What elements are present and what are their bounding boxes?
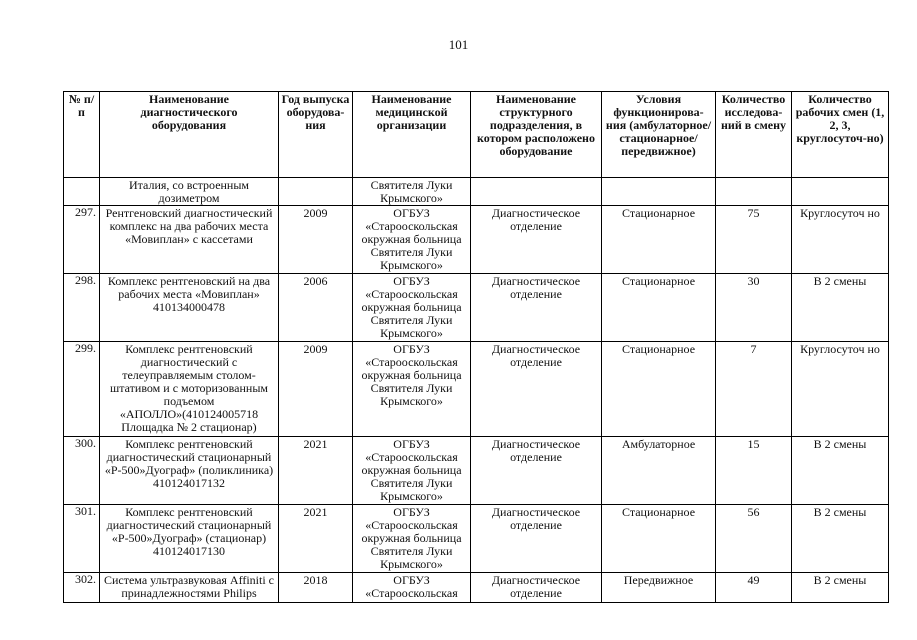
cell-equipment: Система ультразвуковая Affiniti с принадлежностями Philips: [100, 573, 279, 603]
cell-num: [64, 178, 100, 206]
cell-equipment: Комплекс рентгеновский диагностический стационарный «Р-500»Дуограф» (стационар) 410124017130: [100, 505, 279, 573]
cell-organization: ОГБУЗ «Старооскольская окружная больница Святителя Луки Крымского»: [353, 206, 471, 274]
table-row: [64, 342, 889, 437]
cell-organization: ОГБУЗ «Старооскольская окружная больница Святителя Луки Крымского»: [353, 505, 471, 573]
cell-department: Диагностическое отделение: [471, 437, 602, 505]
cell-studies: 15: [716, 437, 792, 505]
cell-organization: ОГБУЗ «Старооскольская окружная больница Святителя Луки Крымского»: [353, 274, 471, 342]
cell-equipment: Рентгеновский диагностический комплекс на два рабочих места «Мовиплан» с кассетами: [100, 206, 279, 274]
cell-department: Диагностическое отделение: [471, 505, 602, 573]
cell-organization: ОГБУЗ «Старооскольская: [353, 573, 471, 603]
table-row: [64, 274, 889, 342]
table-row: [64, 573, 889, 603]
header-equipment: Наименование диагностического оборудования: [100, 92, 279, 178]
cell-department: [471, 178, 602, 206]
cell-conditions: [602, 178, 716, 206]
cell-shifts: [792, 178, 889, 206]
cell-studies: 30: [716, 274, 792, 342]
cell-num: 302.: [64, 573, 100, 603]
cell-year: 2009: [279, 206, 353, 274]
cell-year: 2018: [279, 573, 353, 603]
cell-conditions: Стационарное: [602, 505, 716, 573]
table-row: [64, 505, 889, 573]
cell-department: Диагностическое отделение: [471, 274, 602, 342]
header-department: Наименование структурного подразделения, в котором расположено оборудование: [471, 92, 602, 178]
cell-year: 2021: [279, 437, 353, 505]
cell-year: [279, 178, 353, 206]
table-header-row: [64, 92, 889, 178]
cell-num: 301.: [64, 505, 100, 573]
cell-conditions: Стационарное: [602, 206, 716, 274]
cell-year: 2006: [279, 274, 353, 342]
cell-studies: 49: [716, 573, 792, 603]
table-row: [64, 437, 889, 505]
cell-equipment: Комплекс рентгеновский диагностический с телеуправляемым столом-штативом и с моторизованным подъемом «АПОЛЛО»(410124005718 Площадка № 2 стационар): [100, 342, 279, 437]
cell-equipment: Италия, со встроенным дозиметром: [100, 178, 279, 206]
cell-equipment: Комплекс рентгеновский диагностический стационарный «Р-500»Дуограф» (поликлиника) 410124017132: [100, 437, 279, 505]
cell-equipment: Комплекс рентгеновский на два рабочих места «Мовиплан» 410134000478: [100, 274, 279, 342]
cell-studies: [716, 178, 792, 206]
header-num: № п/п: [64, 92, 100, 178]
header-year: Год выпуска оборудова-ния: [279, 92, 353, 178]
cell-num: 297.: [64, 206, 100, 274]
table-row: [64, 206, 889, 274]
header-shifts: Количество рабочих смен (1, 2, 3, круглосуточ-но): [792, 92, 889, 178]
cell-conditions: Стационарное: [602, 274, 716, 342]
cell-studies: 56: [716, 505, 792, 573]
cell-studies: 7: [716, 342, 792, 437]
cell-shifts: В 2 смены: [792, 437, 889, 505]
cell-department: Диагностическое отделение: [471, 342, 602, 437]
cell-organization: ОГБУЗ «Старооскольская окружная больница Святителя Луки Крымского»: [353, 342, 471, 437]
table-row-continuation: [64, 178, 889, 206]
cell-conditions: Амбулаторное: [602, 437, 716, 505]
cell-conditions: Передвижное: [602, 573, 716, 603]
cell-year: 2009: [279, 342, 353, 437]
cell-year: 2021: [279, 505, 353, 573]
cell-department: Диагностическое отделение: [471, 573, 602, 603]
cell-shifts: Круглосуточ но: [792, 342, 889, 437]
cell-organization: Святителя Луки Крымского»: [353, 178, 471, 206]
cell-organization: ОГБУЗ «Старооскольская окружная больница Святителя Луки Крымского»: [353, 437, 471, 505]
header-organization: Наименование медицинской организации: [353, 92, 471, 178]
page-number: 101: [448, 37, 469, 52]
cell-conditions: Стационарное: [602, 342, 716, 437]
cell-num: 299.: [64, 342, 100, 437]
cell-studies: 75: [716, 206, 792, 274]
header-studies: Количество исследова-ний в смену: [716, 92, 792, 178]
cell-shifts: В 2 смены: [792, 505, 889, 573]
cell-num: 300.: [64, 437, 100, 505]
cell-shifts: Круглосуточ но: [792, 206, 889, 274]
cell-department: Диагностическое отделение: [471, 206, 602, 274]
cell-shifts: В 2 смены: [792, 274, 889, 342]
equipment-table: [63, 91, 889, 603]
cell-shifts: В 2 смены: [792, 573, 889, 603]
cell-num: 298.: [64, 274, 100, 342]
header-conditions: Условия функционирова-ния (амбулаторное/ стационарное/ передвижное): [602, 92, 716, 178]
